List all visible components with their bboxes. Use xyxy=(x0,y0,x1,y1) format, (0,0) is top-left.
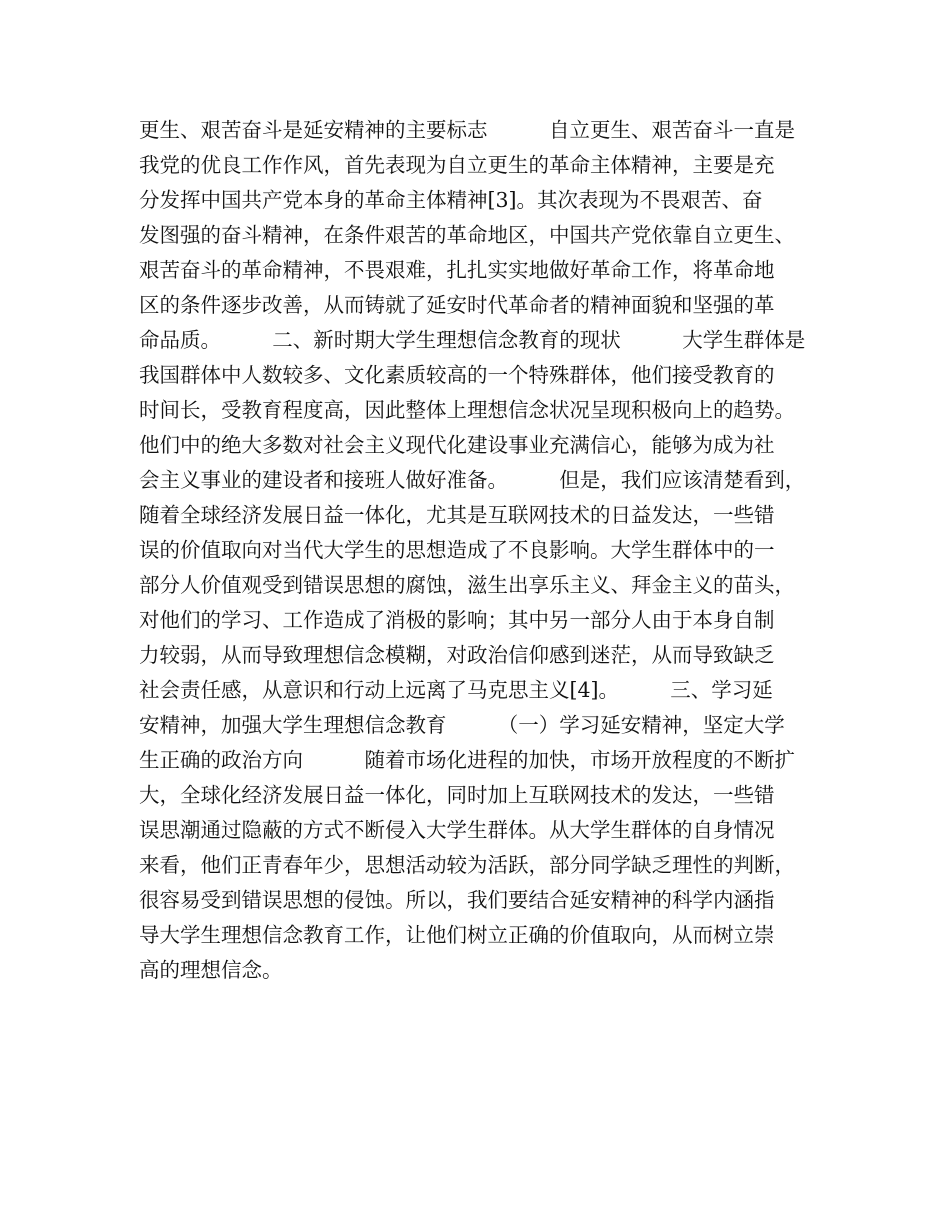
text-line: 随着全球经济发展日益一体化，尤其是互联网技术的日益发达，一些错 xyxy=(139,503,775,527)
text-line: 我国群体中人数较多、文化素质较高的一个特殊群体，他们接受教育的 xyxy=(139,363,775,387)
text-line: 更生、艰苦奋斗是延安精神的主要标志 自立更生、艰苦奋斗一直是 xyxy=(139,118,795,142)
text-line: 社会责任感，从意识和行动上远离了马克思主义[4]。 三、学习延 xyxy=(139,678,773,702)
text-line: 误的价值取向对当代大学生的思想造成了不良影响。大学生群体中的一 xyxy=(139,538,775,562)
text-line: 很容易受到错误思想的侵蚀。所以，我们要结合延安精神的科学内涵指 xyxy=(139,888,775,912)
text-line: 命品质。 二、新时期大学生理想信念教育的现状 大学生群体是 xyxy=(139,328,806,352)
text-line: 他们中的绝大多数对社会主义现代化建设事业充满信心，能够为成为社 xyxy=(139,433,775,457)
text-line: 分发挥中国共产党本身的革命主体精神[3]。其次表现为不畏艰苦、奋 xyxy=(139,188,763,212)
text-line: 艰苦奋斗的革命精神，不畏艰难，扎扎实实地做好革命工作，将革命地 xyxy=(139,258,775,282)
text-line: 会主义事业的建设者和接班人做好准备。 但是，我们应该清楚看到， xyxy=(139,468,806,492)
text-line: 大，全球化经济发展日益一体化，同时加上互联网技术的发达，一些错 xyxy=(139,783,775,807)
text-line: 时间长，受教育程度高，因此整体上理想信念状况呈现积极向上的趋势。 xyxy=(139,398,795,422)
text-line: 区的条件逐步改善，从而铸就了延安时代革命者的精神面貌和坚强的革 xyxy=(139,293,775,317)
text-line: 高的理想信念。 xyxy=(139,958,283,982)
body-text xyxy=(139,113,829,988)
text-line: 导大学生理想信念教育工作，让他们树立正确的价值取向，从而树立崇 xyxy=(139,923,775,947)
text-line: 我党的优良工作作风，首先表现为自立更生的革命主体精神，主要是充 xyxy=(139,153,775,177)
text-line: 来看，他们正青春年少，思想活动较为活跃，部分同学缺乏理性的判断， xyxy=(139,853,795,877)
text-line: 生正确的政治方向 随着市场化进程的加快，市场开放程度的不断扩 xyxy=(139,748,795,772)
text-line: 部分人价值观受到错误思想的腐蚀，滋生出享乐主义、拜金主义的苗头， xyxy=(139,573,795,597)
text-line: 对他们的学习、工作造成了消极的影响；其中另一部分人由于本身自制 xyxy=(139,608,775,632)
text-line: 误思潮通过隐蔽的方式不断侵入大学生群体。从大学生群体的自身情况 xyxy=(139,818,775,842)
text-line: 发图强的奋斗精神，在条件艰苦的革命地区，中国共产党依靠自立更生、 xyxy=(139,223,795,247)
text-line: 安精神，加强大学生理想信念教育 （一）学习延安精神，坚定大学 xyxy=(139,713,785,737)
text-line: 力较弱，从而导致理想信念模糊，对政治信仰感到迷茫，从而导致缺乏 xyxy=(139,643,775,667)
